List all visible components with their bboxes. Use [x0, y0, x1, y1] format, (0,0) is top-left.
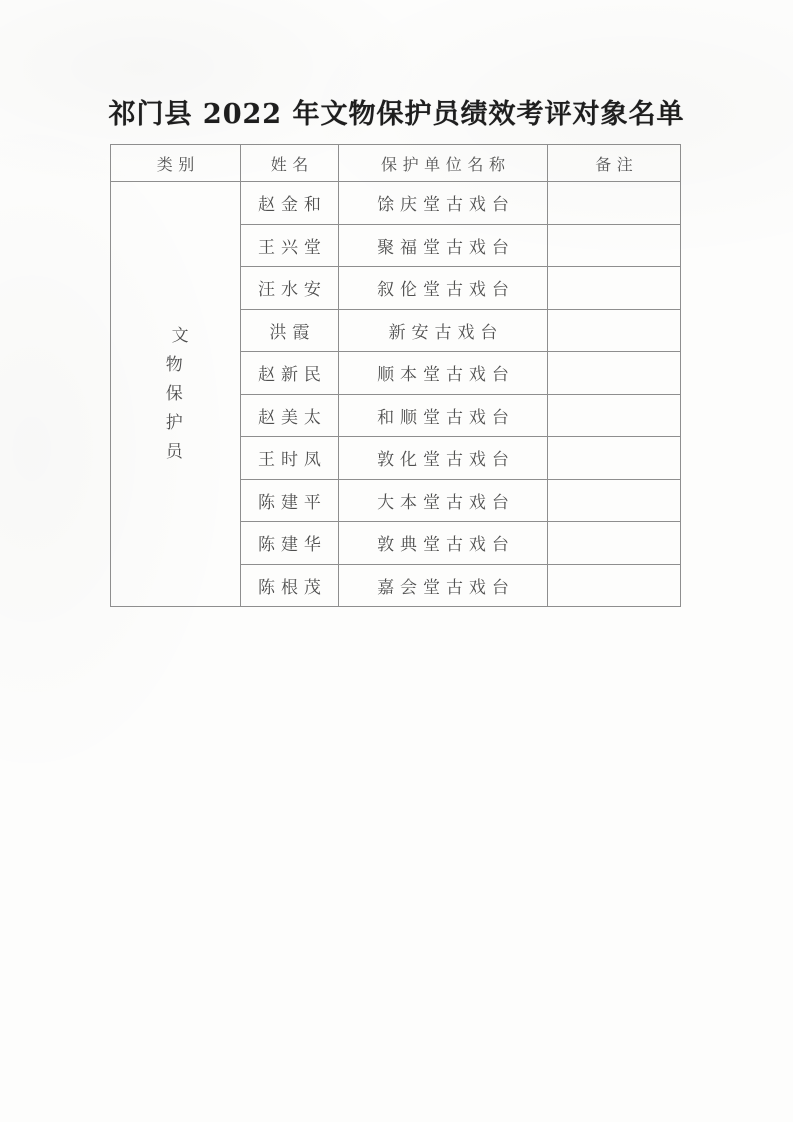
- remark-cell: [548, 352, 681, 395]
- unit-cell: 敦化堂古戏台: [339, 437, 548, 480]
- table-row: [111, 182, 681, 225]
- document-title: 祁门县 2022 年文物保护员绩效考评对象名单: [108, 99, 685, 130]
- name-cell: 洪霞: [241, 309, 339, 352]
- unit-cell: 大本堂古戏台: [339, 479, 548, 522]
- header-remark: 备注: [548, 145, 681, 182]
- header-category: 类别: [111, 145, 241, 182]
- name-cell: 王兴堂: [241, 224, 339, 267]
- remark-cell: [548, 394, 681, 437]
- name-cell: 赵新民: [241, 352, 339, 395]
- unit-cell: 顺本堂古戏台: [339, 352, 548, 395]
- unit-cell: 叙伦堂古戏台: [339, 267, 548, 310]
- unit-cell: 嘉会堂古戏台: [339, 564, 548, 607]
- header-unit: 保护单位名称: [339, 145, 548, 182]
- name-cell: 王时凤: [241, 437, 339, 480]
- remark-cell: [548, 437, 681, 480]
- remark-cell: [548, 479, 681, 522]
- name-cell: 陈建平: [241, 479, 339, 522]
- name-cell: 赵金和: [241, 182, 339, 225]
- unit-cell: 和顺堂古戏台: [339, 394, 548, 437]
- table-header-row: [111, 145, 681, 182]
- unit-cell: 新安古戏台: [339, 309, 548, 352]
- category-merged-cell: [111, 182, 241, 607]
- unit-cell: 馀庆堂古戏台: [339, 182, 548, 225]
- remark-cell: [548, 522, 681, 565]
- header-name: 姓名: [241, 145, 339, 182]
- remark-cell: [548, 182, 681, 225]
- remark-cell: [548, 267, 681, 310]
- evaluation-table: [110, 144, 681, 607]
- name-cell: 赵美太: [241, 394, 339, 437]
- unit-cell: 聚福堂古戏台: [339, 224, 548, 267]
- remark-cell: [548, 564, 681, 607]
- name-cell: 陈建华: [241, 522, 339, 565]
- unit-cell: 敦典堂古戏台: [339, 522, 548, 565]
- category-vertical-label: 文物保护员: [165, 325, 195, 462]
- remark-cell: [548, 309, 681, 352]
- remark-cell: [548, 224, 681, 267]
- name-cell: 陈根茂: [241, 564, 339, 607]
- name-cell: 汪水安: [241, 267, 339, 310]
